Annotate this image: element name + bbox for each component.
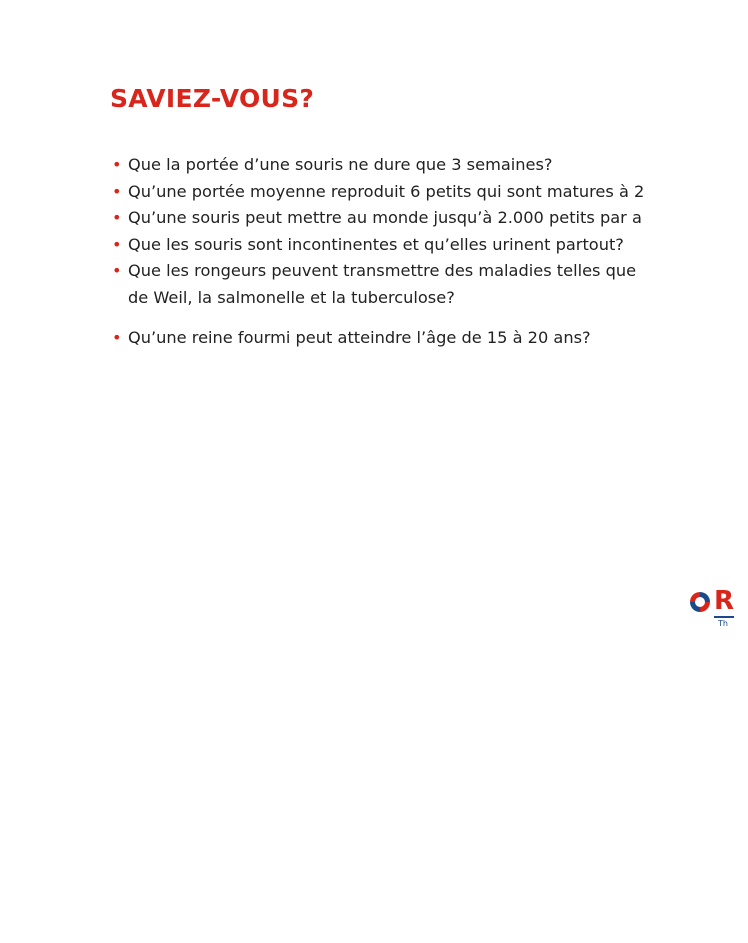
logo-letter: R	[714, 586, 735, 616]
bullet-text: Qu’une portée moyenne reproduit 6 petits qui sont matures à 2	[128, 181, 645, 201]
bullet-list	[112, 152, 644, 352]
bullet-text: Qu’une souris peut mettre au monde jusqu’à 2.000 petits par a	[128, 208, 642, 227]
list-item	[112, 258, 644, 311]
bullet-dot: •	[112, 234, 122, 254]
bullet-text: Qu’une reine fourmi peut atteindre l’âge de 15 à 20 ans?	[128, 328, 591, 347]
list-item	[112, 179, 644, 206]
slide-title: SAVIEZ-VOUS?	[110, 84, 315, 113]
company-logo	[688, 586, 748, 630]
bullet-dot: •	[112, 208, 122, 227]
bullet-dot: •	[112, 181, 122, 201]
list-item	[112, 152, 644, 179]
bullet-text-continuation: de Weil, la salmonelle et la tuberculose?	[128, 287, 455, 307]
bullet-text: Que les souris sont incontinentes et qu’elles urinent partout?	[128, 234, 624, 254]
bullet-text: Que les rongeurs peuvent transmettre des maladies telles que	[128, 261, 637, 280]
logo-tagline: Th	[718, 619, 728, 628]
bullet-dot: •	[112, 261, 122, 280]
bullet-dot: •	[112, 328, 122, 347]
list-item	[112, 205, 644, 232]
list-item	[112, 232, 644, 259]
logo-divider	[714, 616, 734, 618]
bullet-text: Que la portée d’une souris ne dure que 3 semaines?	[128, 155, 553, 174]
bullet-dot: •	[112, 155, 122, 174]
list-item	[112, 325, 644, 352]
logo-swirl-icon	[688, 590, 712, 614]
